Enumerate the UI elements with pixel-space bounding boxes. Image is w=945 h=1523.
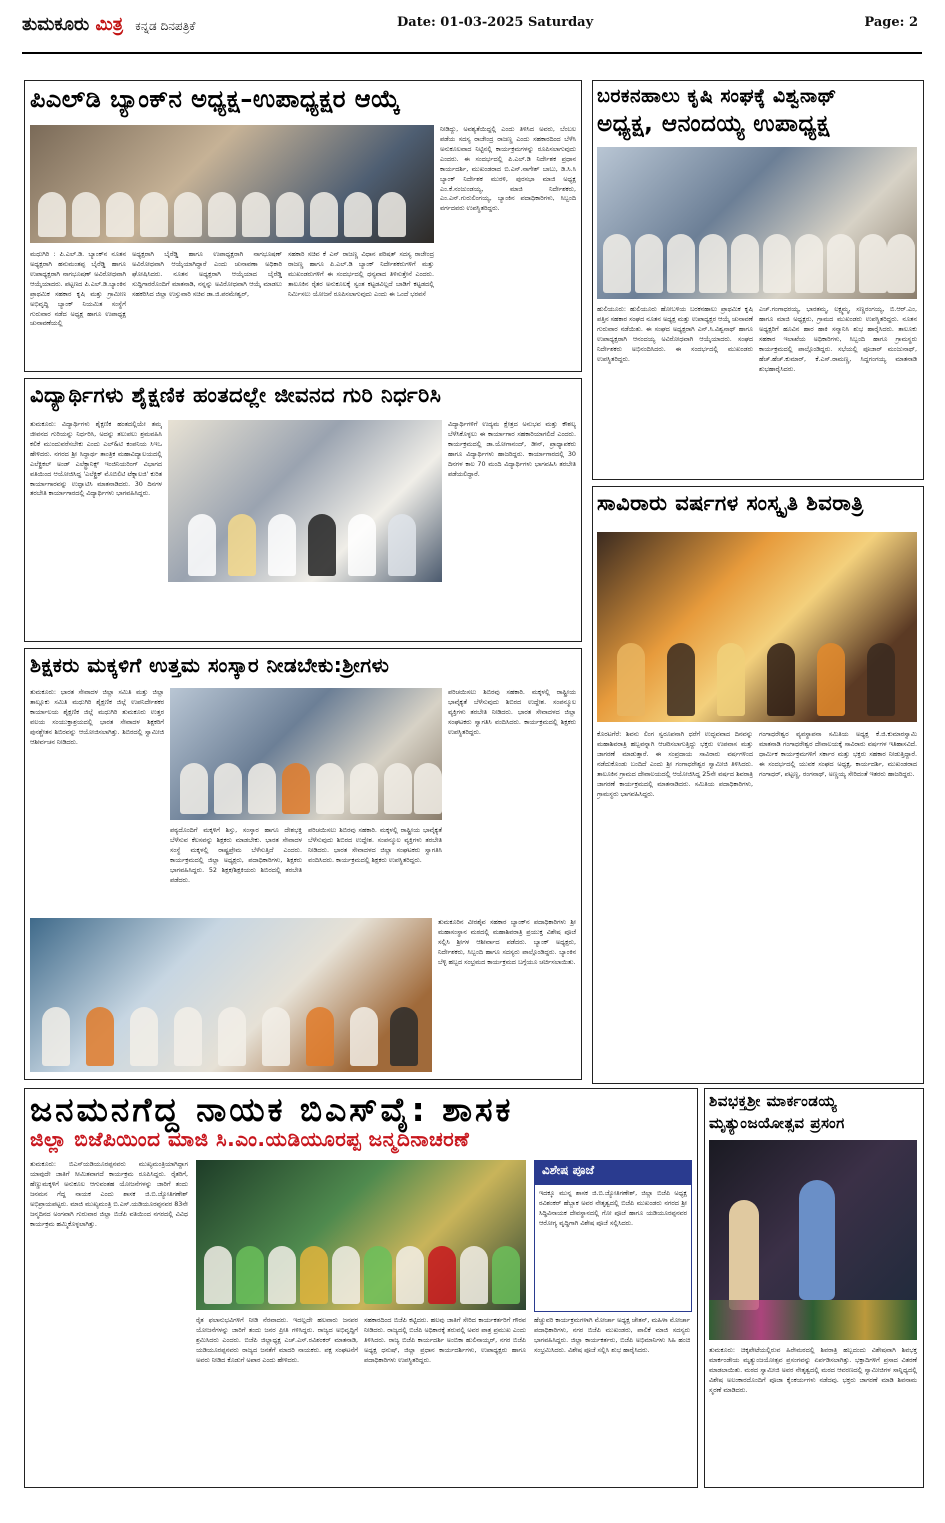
bsy-col-3: ಸಹಕಾರದಿಂದ ಬಿಜೆಪಿ ಕಟ್ಟಿದರು. ಹಲವು ಜಾತಿಗೆ ಸೇರಿದ ಕಾರ್ಯಕರ್ತರಿಗೆ ಗೌರವ ನೀಡಿದರು. ರಾಜ್ಯದಲ್ಲಿ ಬಿಜೆಪಿ ಅಧಿಕಾರಕ್ಕೆ ತರುವಲ್ಲಿ ಅವರ ಪಾತ್ರ ಪ್ರಮುಖ ಎಂದು ತಿಳಿಸಿದರು. ರಾಜ್ಯ ಬಿಜೆಪಿ ಕಾರ್ಯದರ್ಶಿ ಅಂಬಿಕಾ ಹುಲಿನಾಯ್ಕರ್, ನಗರ ಬಿಜೆಪಿ ಅಧ್ಯಕ್ಷ ಧನುಷ್, ಜಿಲ್ಲಾ ಪ್ರಧಾನ ಕಾರ್ಯದರ್ಶಿಗಳು, ಉಪಾಧ್ಯಕ್ಷರು ಹಾಗೂ ಪದಾಧಿಕಾರಿಗಳು ಉಪಸ್ಥಿತರಿದ್ದರು. [364, 1316, 526, 1364]
photo-bsy [196, 1160, 526, 1310]
pld-col-3: ಸಹಕಾರಿ ಸಚಿವ ಕೆ ಎನ್ ರಾಜಣ್ಣ ವಿಧಾನ ಪರಿಷತ್ ಸದಸ್ಯ ರಾಜೇಂದ್ರ ರಾಜಣ್ಣ ಹಾಗೂ ಪಿ.ಎಲ್.ಡಿ ಬ್ಯಾಂಕ್ ನಿರ್ದೇಶಕರುಗಳಿಗೆ ಮತ್ತು ಮುಖಂಡರುಗಳಿಗೆ ಈ ಸಂದರ್ಭದಲ್ಲಿ ಧನ್ಯವಾದ ತಿಳಿಸುತ್ತೇನೆ ಎಂದರು. ತಾಲೂಕಿನ ರೈತರ ಅನುಕೂಲಕ್ಕೆ ಸ್ವಂತ ಕಟ್ಟಡವಿಲ್ಲದೆ ಬಾಡಿಗೆ ಕಟ್ಟಡದಲ್ಲಿ ನಿರ್ಮಿಸಲು ಯೋಜನೆ ರೂಪಿಸಲಾಗುವುದು ಎಂದು ಈ ಒಂದೆ ಭರವಸೆ [288, 250, 434, 298]
deity-figure [799, 1180, 835, 1300]
photo-teachers [170, 688, 442, 820]
headline-teachers: ಶಿಕ್ಷಕರು ಮಕ್ಕಳಿಗೆ ಉತ್ತಮ ಸಂಸ್ಕಾರ ನೀಡಬೇಕು:ಶ್ರೀಗಳು [30, 653, 390, 677]
teachers-col-2: ಪಠ್ಯದೊಂದಿಗೆ ಮಕ್ಕಳಿಗೆ ಶಿಸ್ತು, ಸಂಸ್ಕಾರ ಹಾಗೂ ದೇಶಭಕ್ತಿ ಬೆಳೆಸುವ ಕೆಲಸವನ್ನು ಶಿಕ್ಷಕರು ಮಾಡಬೇಕು. ಭಾರತ ಸೇವಾದಳ ಸಂಸ್ಥೆ ಮಕ್ಕಳಲ್ಲಿ ರಾಷ್ಟ್ರಪ್ರೇಮ ಬೆಳೆಸುತ್ತಿದೆ ಎಂದರು. ಕಾರ್ಯಕ್ರಮದಲ್ಲಿ ಜಿಲ್ಲಾ ಅಧ್ಯಕ್ಷರು, ಪದಾಧಿಕಾರಿಗಳು, ಶಿಕ್ಷಕರು ಭಾಗವಹಿಸಿದ್ದರು. 52 ಶಿಕ್ಷಕ/ಶಿಕ್ಷಕಿಯರು ಶಿಬಿರದಲ್ಲಿ ತರಬೇತಿ ಪಡೆದರು. [170, 826, 302, 884]
photo-barakanahalu [597, 147, 917, 299]
headline-markandeya-2: ಮೃತ್ಯುಂಜಯೋತ್ಸವ ಪ್ರಸಂಗ [709, 1114, 845, 1132]
shivaratri-col-2: ಗಂಗಾಧರೇಶ್ವರ ವ್ಯವಸ್ಥಾಪನಾ ಸಮಿತಿಯ ಅಧ್ಯಕ್ಷ ಕೆ.ಜಿ.ಕುಮಾರಸ್ವಾಮಿ ಮಾತನಾಡಿ ಗಂಗಾಧರೇಶ್ವರ ದೇವಾಲಯಕ್ಕೆ ಸಾವಿರಾರು ವರ್ಷಗಳ ಇತಿಹಾಸವಿದೆ. ಧಾರ್ಮಿಕ ಕಾರ್ಯಕ್ರಮಗಳಿಗೆ ಸರ್ಕಾರ ಮತ್ತು ಭಕ್ತರು ಸಹಕಾರ ನೀಡುತ್ತಿದ್ದಾರೆ. ಈ ಸಂದರ್ಭದಲ್ಲಿ ಯುವಕ ಸಂಘದ ಅಧ್ಯಕ್ಷ, ಕಾರ್ಯದರ್ಶಿ, ಮುಖಂಡರಾದ ಗಂಗಾಧರ್, ಪಟ್ಟಣ್ಣ, ರಂಗನಾಥ್, ಅಣ್ಣಯ್ಯ ಸೇರಿದಂತೆ ಇತರರು ಹಾಜರಿದ್ದರು. [759, 730, 917, 778]
pld-col-1: ಮಧುಗಿರಿ : ಪಿ.ಎಲ್.ಡಿ. ಬ್ಯಾಂಕ್‌ನ ನೂತನ ಅಧ್ಯಕ್ಷರಾಗಿ ಹನುಮಂತಪ್ಪ ಬೈರೆಡ್ಡಿ ಹಾಗೂ ಉಪಾಧ್ಯಕ್ಷರಾಗಿ ನಾಗಭೂಷಣ್ ಅವಿರೋಧವಾಗಿ ಆಯ್ಕೆಯಾದರು. ಪಟ್ಟಣದ ಪಿ.ಎಲ್.ಡಿ.ಬ್ಯಾಂಕಿನ ಪ್ರಾಥಮಿಕ ಸಹಕಾರ ಕೃಷಿ ಮತ್ತು ಗ್ರಾಮೀಣ ಅಭಿವೃದ್ಧಿ ಬ್ಯಾಂಕ್ ನಿಯಮಿತ ಸಂಸ್ಥೆಗೆ ಗುರುವಾರ ನಡೆದ ಅಧ್ಯಕ್ಷ ಹಾಗೂ ಉಪಾಧ್ಯಕ್ಷ ಚುನಾವಣೆಯಲ್ಲಿ [30, 250, 126, 328]
headline-students: ವಿದ್ಯಾರ್ಥಿಗಳು ಶೈಕ್ಷಣಿಕ ಹಂತದಲ್ಲೇ ಜೀವನದ ಗುರಿ ನಿರ್ಧರಿಸಿ [30, 383, 442, 407]
special-pooja-box [534, 1160, 692, 1312]
students-col-1: ತುಮಕೂರು: ವಿದ್ಯಾರ್ಥಿಗಳು ಶೈಕ್ಷಣಿಕ ಹಂತದಲ್ಲಿಯೇ ತಮ್ಮ ಜೀವನದ ಗುರಿಯನ್ನು ನಿರ್ಧರಿಸಿ, ಅದನ್ನು ತಲುಪಲು ಶ್ರಮವಹಿಸಿ ಕಲಿಕೆ ಮುಂದುವರೆಸಬೇಕು ಎಂದು ಎಲ್&ಟಿ ಕಂಪನಿಯ ಸಿಇಒ ಹೇಳಿದರು. ನಗರದ ಶ್ರೀ ಸಿದ್ದಾರ್ಥ ತಾಂತ್ರಿಕ ಮಹಾವಿದ್ಯಾಲಯದಲ್ಲಿ ಎಲೆಕ್ಟ್ರಿಕಲ್ ಅಂಡ್ ಎಲೆಕ್ಟ್ರಾನಿಕ್ಸ್ ಇಂಜಿನಿಯರಿಂಗ್ ವಿಭಾಗದ ವತಿಯಿಂದ ಆಯೋಜಿಸಿದ್ದ 'ಎಲೆಕ್ಟ್ರಿಕ್ ಮೊಬಿಲಿಟಿ ಟೆಕ್ನಾಲಜಿ' ಕುರಿತ ಕಾರ್ಯಾಗಾರವನ್ನು ಉದ್ಘಾಟಿಸಿ ಮಾತನಾಡಿದರು. 30 ದಿನಗಳ ತರಬೇತಿ ಕಾರ್ಯಾಗಾರದಲ್ಲಿ ವಿದ್ಯಾರ್ಥಿಗಳು ಭಾಗವಹಿಸಿದ್ದರು. [30, 420, 162, 498]
barakanahalu-col-1: ಹುಲಿಯೂರು: ಹುಲಿಯೂರು ಹೋಬಳಿಯ ಬರಕನಹಾಲು ಪ್ರಾಥಮಿಕ ಕೃಷಿ ಪತ್ತಿನ ಸಹಕಾರ ಸಂಘದ ನೂತನ ಅಧ್ಯಕ್ಷ ಮತ್ತು ಉಪಾಧ್ಯಕ್ಷರ ಆಯ್ಕೆ ಚುನಾವಣೆ ಗುರುವಾರ ನಡೆಯಿತು. ಈ ಸಂಘದ ಅಧ್ಯಕ್ಷರಾಗಿ ಎನ್.ಸಿ.ವಿಶ್ವನಾಥ್ ಹಾಗೂ ಉಪಾಧ್ಯಕ್ಷರಾಗಿ ಆನಂದಯ್ಯ ಅವಿರೋಧವಾಗಿ ಆಯ್ಕೆಯಾದರು. ಸಂಘದ ನಿರ್ದೇಶಕರು ಅಭಿನಂದಿಸಿದರು. ಈ ಸಂದರ್ಭದಲ್ಲಿ ಮುಖಂಡರು ಉಪಸ್ಥಿತರಿದ್ದರು. [597, 305, 753, 363]
bsy-col-2: ರೈತ ಫಲಾನುಭವಿಗಳಿಗೆ ನೀಡಿ ನೆರವಾದರು. ಇದಲ್ಲದೇ ಹಲವಾರು ಜನಪರ ಯೋಜನೆಗಳನ್ನು ಜಾರಿಗೆ ತಂದು ಜನರ ಪ್ರೀತಿ ಗಳಿಸಿದ್ದರು. ರಾಜ್ಯದ ಅಭಿವೃದ್ಧಿಗೆ ಶ್ರಮಿಸಿದರು ಎಂದರು. ಬಿಜೆಪಿ ಜಿಲ್ಲಾಧ್ಯಕ್ಷ ಎಚ್.ಎಸ್.ರವಿಶಂಕರ್ ಮಾತನಾಡಿ, ಯಡಿಯೂರಪ್ಪನವರು ರಾಜ್ಯದ ಜನತೆಗೆ ಮಾದರಿ ನಾಯಕರು. ಪಕ್ಷ ಸಂಘಟನೆಗೆ ಅವರು ನೀಡಿದ ಕೊಡುಗೆ ಅಪಾರ ಎಂದು ಹೇಳಿದರು. [196, 1316, 358, 1364]
masthead [22, 8, 922, 54]
shivaratri-col-1: ಕೊರಟಗೆರೆ: ಶಿವನು ಲಿಂಗ ಸ್ವರೂಪನಾಗಿ ಧರೆಗೆ ಉದ್ಭವವಾದ ದಿನವನ್ನು ಮಹಾಶಿವರಾತ್ರಿ ಹಬ್ಬವನ್ನಾಗಿ ಆಚರಿಸಲಾಗುತ್ತಿದ್ದು ಭಕ್ತರು ಉಪವಾಸ ಮತ್ತು ಜಾಗರಣೆ ಮಾಡುತ್ತಾರೆ. ಈ ಸಂಪ್ರದಾಯ ಸಾವಿರಾರು ವರ್ಷಗಳಿಂದ ನಡೆದುಕೊಂಡು ಬಂದಿದೆ ಎಂದು ಶ್ರೀ ಗಂಗಾಧರೇಶ್ವರ ಸ್ವಾಮೀಜಿ ತಿಳಿಸಿದರು. ತಾಲೂಕಿನ ಗ್ರಾಮದ ದೇವಾಲಯದಲ್ಲಿ ಆಯೋಜಿಸಿದ್ದ 25ನೇ ವರ್ಷದ ಶಿವರಾತ್ರಿ ಜಾಗರಣೆ ಕಾರ್ಯಕ್ರಮದಲ್ಲಿ ಮಾತನಾಡಿದರು. ಸಮಿತಿಯ ಪದಾಧಿಕಾರಿಗಳು, ಗ್ರಾಮಸ್ಥರು ಭಾಗವಹಿಸಿದ್ದರು. [597, 730, 753, 798]
headline-shivaratri: ಸಾವಿರಾರು ವರ್ಷಗಳ ಸಂಸ್ಕೃತಿ ಶಿವರಾತ್ರಿ [597, 491, 864, 515]
bsy-col-1: ತುಮಕೂರು: ಬಿಎಸ್‌ಯಡಿಯೂರಪ್ಪನವರು ಮುಖ್ಯಮಂತ್ರಿಯಾಗಿದ್ದಾಗ ಯಾವುದೇ ಜಾತಿಗೆ ಸೀಮಿತವಾಗದೆ ಕಾರ್ಯಕ್ರಮ ರೂಪಿಸಿದ್ದರು. ರೈತರಿಗೆ, ಹೆಣ್ಣುಮಕ್ಕಳಿಗೆ ಅನುಕೂಲ ಆಗುವಂತಹ ಯೋಜನೆಗಳನ್ನು ಜಾರಿಗೆ ತಂದು ಜನಮನ ಗೆದ್ದ ನಾಯಕ ಎಂದು ಶಾಸಕ ಜಿ.ಬಿ.ಜ್ಯೋತಿಗಣೇಶ್ ಅಭಿಪ್ರಾಯಪಟ್ಟರು. ಮಾಜಿ ಮುಖ್ಯಮಂತ್ರಿ ಬಿ.ಎಸ್.ಯಡಿಯೂರಪ್ಪನವರ 83ನೇ ಜನ್ಮದಿನದ ಅಂಗವಾಗಿ ಗುರುವಾರ ಜಿಲ್ಲಾ ಬಿಜೆಪಿ ವತಿಯಿಂದ ನಗರದಲ್ಲಿ ವಿವಿಧ ಕಾರ್ಯಕ್ರಮ ಹಮ್ಮಿಕೊಳ್ಳಲಾಗಿತ್ತು. [30, 1160, 188, 1228]
teachers-col-1: ತುಮಕೂರು: ಭಾರತ ಸೇವಾದಳ ಜಿಲ್ಲಾ ಸಮಿತಿ ಮತ್ತು ಜಿಲ್ಲಾ ತಾಲ್ಲೂಕು ಸಮಿತಿ ಮಧುಗಿರಿ ಶೈಕ್ಷಣಿಕ ಜಿಲ್ಲೆ ಉಪನಿರ್ದೇಶಕರ ಕಾರ್ಯಾಲಯ ಶೈಕ್ಷಣಿಕ ಜಿಲ್ಲೆ ಮಧುಗಿರಿ ತುಮಕೂರು ಉತ್ತರ ವಲಯ ಸಂಯುಕ್ತಾಶ್ರಯದಲ್ಲಿ ಭಾರತ ಸೇವಾದಳ ಶಿಕ್ಷಕರಿಗೆ ಪುನಶ್ಚೇತನ ಶಿಬಿರವನ್ನು ಆಯೋಜಿಸಲಾಗಿತ್ತು. ಶಿಬಿರದಲ್ಲಿ ಸ್ವಾಮೀಜಿ ಆಶೀರ್ವಚನ ನೀಡಿದರು. [30, 688, 164, 746]
logo-main-text: ತುಮಕೂರು [22, 14, 90, 35]
logo-red-text: ಮಿತ್ರ [95, 14, 124, 35]
flower-decor [709, 1300, 917, 1340]
headline-markandeya-1: ಶಿವಭಕ್ತಶ್ರೀ ಮಾರ್ಕಂಡಯ್ಯ [709, 1092, 837, 1110]
pld-col-2: ಅಧ್ಯಕ್ಷರಾಗಿ ಬೈರೆಡ್ಡಿ ಹಾಗೂ ಉಪಾಧ್ಯಕ್ಷರಾಗಿ ನಾಗಭೂಷಣ್ ಅವಿರೋಧವಾಗಿ ಆಯ್ಕೆಯಾಗಿದ್ದಾರೆ ಎಂದು ಚುನಾವಣಾ ಅಧಿಕಾರಿ ಘೋಷಿಸಿದರು. ನೂತನ ಅಧ್ಯಕ್ಷರಾಗಿ ಆಯ್ಕೆಯಾದ ಬೈರೆಡ್ಡಿ ಸುದ್ದಿಗಾರರೊಂದಿಗೆ ಮಾತನಾಡಿ, ನನ್ನನ್ನು ಅವಿರೋಧವಾಗಿ ಆಯ್ಕೆ ಮಾಡಲು ಸಹಕರಿಸಿದ ಜಿಲ್ಲಾ ಉಸ್ತುವಾರಿ ಸಚಿವ ಡಾ.ಜಿ.ಪರಮೇಶ್ವರ್, [132, 250, 282, 298]
special-pooja-tag: ವಿಶೇಷ ಪೂಜೆ [535, 1161, 691, 1185]
photo-markandeya [709, 1140, 917, 1340]
teachers-col-side: ಪರಿಚಯಿಸಲು ಶಿಬಿರವು ಸಹಕಾರಿ. ಮಕ್ಕಳಲ್ಲಿ ರಾಷ್ಟ್ರೀಯ ಭಾವೈಕ್ಯತೆ ಬೆಳೆಸುವುದು ಶಿಬಿರದ ಉದ್ದೇಶ. ಸಂಪನ್ಮೂಲ ವ್ಯಕ್ತಿಗಳು ತರಬೇತಿ ನೀಡಿದರು. ಭಾರತ ಸೇವಾದಳದ ಜಿಲ್ಲಾ ಸಂಘಟಕರು ಸ್ವಾಗತಿಸಿ ವಂದಿಸಿದರು. ಕಾರ್ಯಕ್ರಮದಲ್ಲಿ ಶಿಕ್ಷಕರು ಉಪಸ್ಥಿತರಿದ್ದರು. [448, 688, 576, 736]
page-number: Page: 2 [864, 15, 918, 30]
photo-pld-bank [30, 125, 434, 243]
photo-people [30, 172, 434, 237]
headline-bsy: ಜನಮನಗೆದ್ದ ನಾಯಕ ಬಿಎಸ್‌ವೈ: ಶಾಸಕ [30, 1090, 514, 1129]
bsy-col-4: ಹೆಚ್ಚುವರಿ ಕಾರ್ಯಕ್ರಮಗಳಾಗಿ ಮೋರ್ಚಾ ಅಧ್ಯಕ್ಷ ಚೇತನ್, ಮಹಿಳಾ ಮೋರ್ಚಾ ಪದಾಧಿಕಾರಿಗಳು, ನಗರ ಬಿಜೆಪಿ ಮುಖಂಡರು, ಪಾಲಿಕೆ ಮಾಜಿ ಸದಸ್ಯರು ಭಾಗವಹಿಸಿದ್ದರು. ಜಿಲ್ಲಾ ಕಾರ್ಯಕರ್ತರು, ಬಿಜೆಪಿ ಅಭಿಮಾನಿಗಳು ಸಿಹಿ ಹಂಚಿ ಸಂಭ್ರಮಿಸಿದರು. ವಿಶೇಷ ಪೂಜೆ ಸಲ್ಲಿಸಿ ಶುಭ ಹಾರೈಸಿದರು. [534, 1316, 690, 1354]
pld-col-4: ನೀಡಿದ್ದು, ಅವಶ್ಯತೆಯಿದ್ದಲ್ಲಿ ಎಂದು ತಿಳಿಸಿದ ಅವರು, ಬೆಂಬಲ ಪಡೆಯ ಸದಸ್ಯ ರಾಜೇಂದ್ರ ರಾಜಣ್ಣ ಎಂದು ಸಹಕಾರದಿಂದ ಬೆಳೆಸಿ ಅನುಕೂಲವಾದ ನಿಟ್ಟಿನಲ್ಲಿ ಕಾರ್ಯಕ್ರಮಗಳನ್ನು ರೂಪಿಸಲಾಗುವುದು ಎಂದರು. ಈ ಸಂದರ್ಭದಲ್ಲಿ ಪಿ.ಎಲ್.ಡಿ ನಿರ್ದೇಶಕ ಪ್ರಧಾನ ಕಾರ್ಯದರ್ಶಿ, ಮುಖಂಡರಾದ ಬಿ.ಎನ್.ನಾಗೇಶ್ ಬಾಬು, ಡಿ.ಸಿ.ಸಿ ಬ್ಯಾಂಕ್ ನಿರ್ದೇಶಕ ಮುರಳಿ, ಪುರಸಭಾ ಮಾಜಿ ಅಧ್ಯಕ್ಷ ಎಂ.ಕೆ.ನಂಜುಂಡಯ್ಯ, ಮಾಜಿ ನಿರ್ದೇಶಕರು, ಎಂ.ಎನ್.ಗುರುಲಿಂಗಯ್ಯ, ಬ್ಯಾಂಕಿನ ಪದಾಧಿಕಾರಿಗಳು, ಸಿಬ್ಬಂದಿ ವರ್ಗದವರು ಉಪಸ್ಥಿತರಿದ್ದರು. [440, 125, 576, 213]
newspaper-logo [22, 14, 195, 35]
headline-barakanahalu-2: ಅಧ್ಯಕ್ಷ, ಆನಂದಯ್ಯ ಉಪಾಧ್ಯಕ್ಷ [597, 111, 830, 137]
barakanahalu-col-2: ಎಚ್.ಗಂಗಾಧರಯ್ಯ, ಭಾರತಮ್ಮ, ಲಕ್ಷ್ಮಮ್ಮ, ಸಣ್ಣರಂಗಯ್ಯ, ಬಿ.ಆರ್.ಎಂ, ಹಾಗೂ ಮಾಜಿ ಅಧ್ಯಕ್ಷರು, ಗ್ರಾಮದ ಮುಖಂಡರು ಉಪಸ್ಥಿತರಿದ್ದರು. ನೂತನ ಅಧ್ಯಕ್ಷರಿಗೆ ಹೂವಿನ ಹಾರ ಹಾಕಿ ಸನ್ಮಾನಿಸಿ ಶುಭ ಹಾರೈಸಿದರು. ತಾಲೂಕು ಸಹಕಾರ ಇಲಾಖೆಯ ಅಧಿಕಾರಿಗಳು, ಸಿಬ್ಬಂದಿ ಹಾಗೂ ಗ್ರಾಮಸ್ಥರು ಕಾರ್ಯಕ್ರಮದಲ್ಲಿ ಪಾಲ್ಗೊಂಡಿದ್ದರು. ಸಭೆಯಲ್ಲಿ ಪೂಜಾರ್ ಮಂಜುನಾಥ್, ಹೆಚ್.ಹೆಚ್.ಕುಮಾರ್, ಕೆ.ಎಸ್.ರಾಮಣ್ಣ, ಸಿದ್ದಗಂಗಯ್ಯ ಮಾತನಾಡಿ ಶುಭಹಾರೈಸಿದರು. [759, 305, 917, 373]
dateline: Date: 01-03-2025 Saturday [397, 15, 594, 30]
logo-subtitle: ಕನ್ನಡ ದಿನಪತ್ರಿಕೆ [135, 19, 196, 33]
students-col-2: ವಿದ್ಯಾರ್ಥಿಗಳಿಗೆ ಉದ್ಯಮ ಕ್ಷೇತ್ರದ ಅನುಭವ ಮತ್ತು ಕೌಶಲ್ಯ ಬೆಳೆಸಿಕೊಳ್ಳಲು ಈ ಕಾರ್ಯಾಗಾರ ಸಹಕಾರಿಯಾಗಲಿದೆ ಎಂದರು. ಕಾರ್ಯಕ್ರಮದಲ್ಲಿ ಡಾ.ಯೋಗಾನಂದ್, ಡೀನ್, ಪ್ರಾಧ್ಯಾಪಕರು ಹಾಗೂ ವಿದ್ಯಾರ್ಥಿಗಳು ಹಾಜರಿದ್ದರು. ಕಾರ್ಯಾಗಾರದಲ್ಲಿ 30 ದಿನಗಳ ಕಾಲ 70 ಮಂದಿ ವಿದ್ಯಾರ್ಥಿಗಳು ಭಾಗವಹಿಸಿ ತರಬೇತಿ ಪಡೆಯಲಿದ್ದಾರೆ. [448, 420, 576, 478]
subheadline-bsy: ಜಿಲ್ಲಾ ಬಿಜೆಪಿಯಿಂದ ಮಾಜಿ ಸಿ.ಎಂ.ಯಡಿಯೂರಪ್ಪ ಜನ್ಮದಿನಾಚರಣೆ [30, 1127, 470, 1151]
figure-left [729, 1200, 759, 1310]
bank-visit-caption: ತುಮಕೂರಿನ ವೀರಶೈವ ಸಹಕಾರ ಬ್ಯಾಂಕ್‌ನ ಪದಾಧಿಕಾರಿಗಳು ಶ್ರೀ ಮಹಾಸಂಸ್ಥಾನ ಮಠದಲ್ಲಿ ಮಹಾಶಿವರಾತ್ರಿ ಪ್ರಯುಕ್ತ ವಿಶೇಷ ಪೂಜೆ ಸಲ್ಲಿಸಿ ಶ್ರೀಗಳ ಆಶೀರ್ವಾದ ಪಡೆದರು. ಬ್ಯಾಂಕ್ ಅಧ್ಯಕ್ಷರು, ನಿರ್ದೇಶಕರು, ಸಿಬ್ಬಂದಿ ಹಾಗೂ ಸದಸ್ಯರು ಪಾಲ್ಗೊಂಡಿದ್ದರು. ಬ್ಯಾಂಕಿನ ಬೆಳ್ಳಿ ಹಬ್ಬದ ಸಂಭ್ರಮದ ಕಾರ್ಯಕ್ರಮದ ಬಗ್ಗೆಯೂ ಚರ್ಚಿಸಲಾಯಿತು. [438, 918, 576, 966]
headline-pld-bank: ಪಿಎಲ್‌ಡಿ ಬ್ಯಾಂಕ್‌ನ ಅಧ್ಯಕ್ಷ–ಉಪಾಧ್ಯಕ್ಷರ ಆಯ್ಕೆ [30, 85, 401, 113]
markandeya-body: ತುಮಕೂರು: ಚಿಕ್ಕಪೇಟೆಯಲ್ಲಿರುವ ಹಿರೇಮಠದಲ್ಲಿ ಶಿವರಾತ್ರಿ ಹಬ್ಬದಂದು ವಿಶೇಷವಾಗಿ ಶಿವಭಕ್ತ ಮಾರ್ಕಂಡೇಯ ಮೃತ್ಯುಂಜಯೋತ್ಸವ ಪ್ರಸಂಗವನ್ನು ಏರ್ಪಡಿಸಲಾಗಿತ್ತು. ಭಕ್ತಾದಿಗಳಿಗೆ ಪ್ರಸಾದ ವಿತರಣೆ ಮಾಡಲಾಯಿತು. ಮಠದ ಸ್ವಾಮೀಜಿ ಅವರ ನೇತೃತ್ವದಲ್ಲಿ ಮಠದ ಆವರಣದಲ್ಲಿ ಸ್ವಾಮೀಜಿಗಳ ಸಾನ್ನಿಧ್ಯದಲ್ಲಿ ವಿಶೇಷ ಅಲಂಕಾರದೊಂದಿಗೆ ಪೂಜಾ ಕೈಂಕರ್ಯಗಳು ನಡೆದವು. ಭಕ್ತರು ಜಾಗರಣೆ ಮಾಡಿ ಶಿವನಾಮ ಸ್ಮರಣೆ ಮಾಡಿದರು. [709, 1346, 917, 1394]
special-pooja-text: ಇದಕ್ಕೂ ಮುನ್ನ ಶಾಸಕ ಜಿ.ಬಿ.ಜ್ಯೋತಿಗಣೇಶ್, ಜಿಲ್ಲಾ ಬಿಜೆಪಿ ಅಧ್ಯಕ್ಷ ರವಿಶಂಕರ್ ಹೆಬ್ಬಾಕ ಅವರ ನೇತೃತ್ವದಲ್ಲಿ ಬಿಜೆಪಿ ಮುಖಂಡರು ನಗರದ ಶ್ರೀ ಸಿದ್ಧಿವಿನಾಯಕ ದೇವಸ್ಥಾನದಲ್ಲಿ ಗೋ ಪೂಜೆ ಹಾಗೂ ಯಡಿಯೂರಪ್ಪನವರ ಆರೋಗ್ಯ ವೃದ್ಧಿಗಾಗಿ ವಿಶೇಷ ಪೂಜೆ ಸಲ್ಲಿಸಿದರು. [539, 1189, 687, 1227]
teachers-col-3: ಪರಿಚಯಿಸಲು ಶಿಬಿರವು ಸಹಕಾರಿ. ಮಕ್ಕಳಲ್ಲಿ ರಾಷ್ಟ್ರೀಯ ಭಾವೈಕ್ಯತೆ ಬೆಳೆಸುವುದು ಶಿಬಿರದ ಉದ್ದೇಶ. ಸಂಪನ್ಮೂಲ ವ್ಯಕ್ತಿಗಳು ತರಬೇತಿ ನೀಡಿದರು. ಭಾರತ ಸೇವಾದಳದ ಜಿಲ್ಲಾ ಸಂಘಟಕರು ಸ್ವಾಗತಿಸಿ ವಂದಿಸಿದರು. ಕಾರ್ಯಕ್ರಮದಲ್ಲಿ ಶಿಕ್ಷಕರು ಉಪಸ್ಥಿತರಿದ್ದರು. [308, 826, 442, 864]
headline-barakanahalu-1: ಬರಕನಹಾಲು ಕೃಷಿ ಸಂಘಕ್ಕೆ ವಿಶ್ವನಾಥ್ [597, 85, 837, 107]
photo-bank-visit [30, 918, 432, 1072]
photo-shivaratri [597, 532, 917, 722]
photo-students [168, 420, 442, 582]
